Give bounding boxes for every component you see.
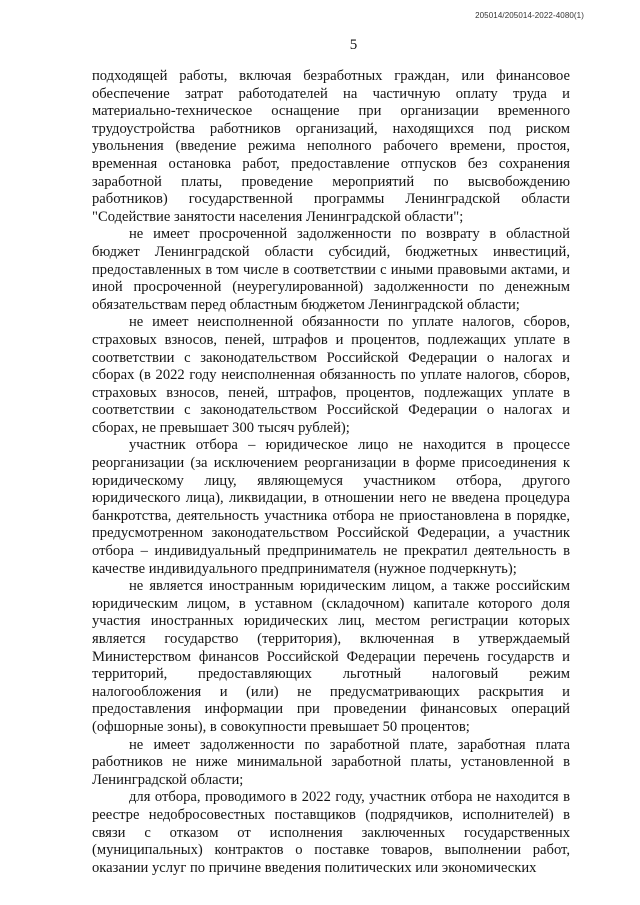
paragraph-not-foreign-entity: не является иностранным юридическим лицом, а также российским юридическим лицом, в уставном (складочном) капитале которого доля участия иностранных юридических лиц, местом регистрации которых является государство (территория), включенная в утверждаемый Министерством финансов Российской Федерации перечень государств и территорий, предоставляющих льготный налоговый режим налогообложения и (или) не предусматривающих раскрытия и предоставления информации при проведении финансовых операций (офшорные зоны), в совокупности превышает 50 процентов;: [92, 578, 570, 735]
paragraph-no-wage-arrears: не имеет задолженности по заработной плате, заработная плата работников не ниже минимальной заработной платы, установленной в Ленинградской области;: [92, 736, 570, 788]
paragraph-no-unpaid-taxes: не имеет неисполненной обязанности по уплате налогов, сборов, страховых взносов, пеней, штрафов и процентов, подлежащих уплате в соответствии с законодательством Российской Федерации о налогах и сборах (в 2022 году неисполненная обязанность по уплате налогов, сборов, страховых взносов, пеней, штрафов, процентов, подлежащих уплате в соответствии с законодательством Российской Федерации о налогах и сборах, не превышает 300 тысяч рублей);: [92, 314, 570, 436]
document-body: [92, 68, 570, 877]
paragraph-continuation: подходящей работы, включая безработных граждан, или финансовое обеспечение затрат работодателей на частичную оплату труда и материально-техническое оснащение при организации временного трудоустройства работников организаций, находящихся под риском увольнения (введение режима неполного рабочего времени, простоя, временная остановка работ, предоставление отпусков без сохранения заработной платы, проведение мероприятий по высвобождению работников) государственной программы Ленинградской области "Содействие занятости населения Ленинградской области";: [92, 68, 570, 225]
paragraph-no-reorganization: участник отбора – юридическое лицо не находится в процессе реорганизации (за исключением реорганизации в форме присоединения к юридическому лицу, являющемуся участником отбора, другого юридического лица), ликвидации, в отношении него не введена процедура банкротства, деятельность участника отбора не приостановлена в порядке, предусмотренном законодательством Российской Федерации, а участник отбора – индивидуальный предприниматель не прекратил деятельность в качестве индивидуального предпринимателя (нужное подчеркнуть);: [92, 437, 570, 577]
paragraph-no-overdue-debt: не имеет просроченной задолженности по возврату в областной бюджет Ленинградской области субсидий, бюджетных инвестиций, предоставленных в том числе в соответствии с иными правовыми актами, и иной просроченной (неурегулированной) задолженности по денежным обязательствам перед областным бюджетом Ленинградской области;: [92, 226, 570, 313]
paragraph-not-in-registry: для отбора, проводимого в 2022 году, участник отбора не находится в реестре недобросовестных поставщиков (подрядчиков, исполнителей) в связи с отказом от исполнения заключенных государственных (муниципальных) контрактов о поставке товаров, выполнении работ, оказании услуг по причине введения политических или экономических: [92, 789, 570, 876]
page-number: 5: [349, 37, 358, 53]
document-id: 205014/205014-2022-4080(1): [475, 11, 584, 20]
